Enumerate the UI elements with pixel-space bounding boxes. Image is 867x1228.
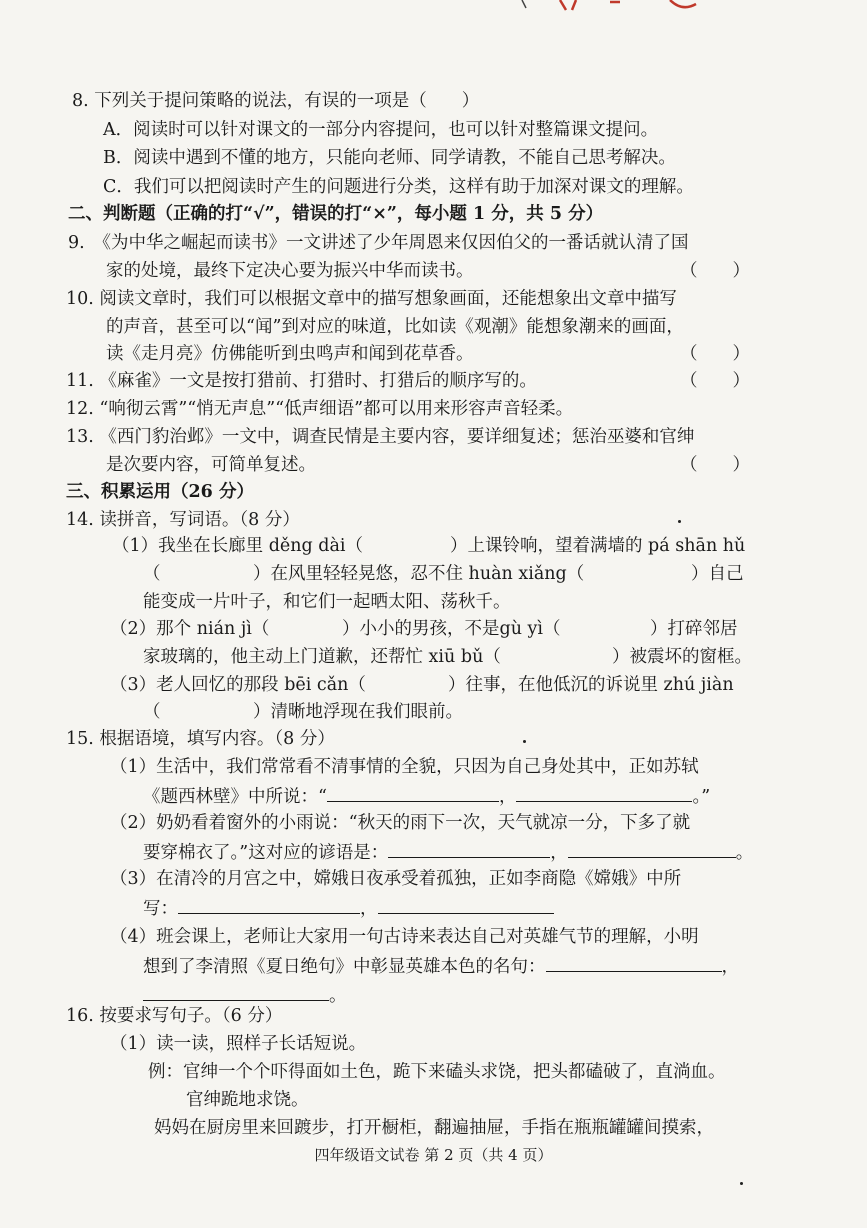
q10-line3: 读《走月亮》仿佛能听到虫鸣声和闻到花草香。 [106, 344, 474, 364]
q9-line1: 9. 《为中华之崛起而读书》一文讲述了少年周恩来仅因伯父的一番话就认清了国 [68, 233, 689, 253]
q10-answer-bracket[interactable]: （ ） [680, 344, 750, 364]
period: 。 [329, 986, 347, 1006]
q14-s3-c: （ [143, 702, 161, 722]
scan-speck [678, 520, 681, 523]
scan-speck [740, 1182, 743, 1185]
section2-title: 二、判断题（正确的打“√”，错误的打“×”，每小题 1 分，共 5 分） [68, 204, 604, 224]
q11-answer-bracket[interactable]: （ ） [680, 371, 750, 391]
q16-task-line1: 妈妈在厨房里来回踱步，打开橱柜，翻遍抽屉，手指在瓶瓶罐罐间摸索， [154, 1118, 714, 1138]
q13-line2: 是次要内容，可简单复述。 [106, 455, 316, 475]
answer-blank[interactable] [178, 895, 360, 914]
q15-s4-prompt: 想到了李清照《夏日绝句》中彰显英雄本色的名句： [143, 957, 546, 977]
q10-line1: 10. 阅读文章时，我们可以根据文章中的描写想象画面，还能想象出文章中描写 [66, 289, 677, 309]
q14-s1-b: ）上课铃响，望着满墙的 pá shān hǔ [450, 536, 746, 556]
answer-blank[interactable] [568, 839, 736, 858]
q14-s2-d: 家玻璃的，他主动上门道歉，还帮忙 xiū bǔ（ [143, 647, 501, 667]
q14-s3-a: （3）老人回忆的那段 bēi cǎn（ [110, 675, 366, 695]
section3-title: 三、积累运用（26 分） [66, 482, 254, 502]
q15-s4-a: （4）班会课上，老师让大家用一句古诗来表达自己对英雄气节的理解，小明 [110, 927, 699, 947]
q8-stem: 8. 下列关于提问策略的说法，有误的一项是（ ） [72, 91, 480, 111]
q14-s3-d: ）清晰地浮现在我们眼前。 [253, 702, 463, 722]
q15-s2-a: （2）奶奶看着窗外的小雨说：“秋天的雨下一次，天气就凉一分，下多了就 [110, 813, 691, 833]
q14-title: 14. 读拼音，写词语。（8 分） [66, 510, 300, 530]
q12: 12. “响彻云霄”“悄无声息”“低声细语”都可以用来形容声音轻柔。 [66, 399, 574, 419]
q15-s1-a: （1）生活中，我们常常看不清事情的全貌，只因为自己身处其中，正如苏轼 [110, 757, 699, 777]
answer-blank[interactable] [516, 783, 692, 802]
comma: ， [550, 843, 568, 863]
q15-s1-b [143, 783, 710, 809]
q16-example-line2: 官绅跪地求饶。 [186, 1090, 309, 1110]
answer-blank[interactable] [388, 839, 550, 858]
q13-answer-bracket[interactable]: （ ） [680, 455, 750, 475]
q15-s1-prompt: 《题西林壁》中所说：“ [143, 787, 327, 807]
q14-s1-e: ）自己 [691, 564, 744, 584]
q14-s2-c: ）打碎邻居 [650, 619, 738, 639]
q14-s2-a: （2）那个 nián jì（ [110, 619, 270, 639]
answer-blank[interactable] [327, 783, 499, 802]
q14-s1-f: 能变成一片叶子，和它们一起晒太阳、荡秋千。 [143, 592, 511, 612]
q8-option-b: B．阅读中遇到不懂的地方，只能向老师、同学请教，不能自己思考解决。 [103, 148, 676, 168]
q11: 11. 《麻雀》一文是按打猎前、打猎时、打猎后的顺序写的。 [66, 371, 537, 391]
q16-example-line1: 例：官绅一个个吓得面如土色，跪下来磕头求饶，把头都磕破了，直淌血。 [148, 1062, 726, 1082]
q16-title: 16. 按要求写句子。（6 分） [66, 1006, 283, 1026]
q14-s3-b: ）往事，在他低沉的诉说里 zhú jiàn [448, 675, 734, 695]
q15-s3-prompt: 写： [143, 899, 178, 919]
q14-s2-e: ）被震坏的窗框。 [612, 647, 752, 667]
q15-s3-a: （3）在清冷的月宫之中，嫦娥日夜承受着孤独，正如李商隐《嫦娥》中所 [110, 869, 682, 889]
q14-s1-a: （1）我坐在长廊里 děng dài（ [112, 536, 364, 556]
q14-s1-c: （ [143, 564, 161, 584]
q15-title: 15. 根据语境，填写内容。（8 分） [66, 729, 335, 749]
q14-s1-d: ）在风里轻轻晃悠，忍不住 huàn xiǎng（ [253, 564, 585, 584]
period: 。 [735, 843, 754, 863]
q16-s1: （1）读一读，照样子长话短说。 [110, 1034, 367, 1054]
q13-line1: 13. 《西门豹治邺》一文中，调查民情是主要内容，要详细复述；惩治巫婆和官绅 [66, 427, 695, 447]
comma: ， [360, 899, 378, 919]
close-quote: 。” [692, 787, 711, 807]
comma: ， [498, 787, 517, 807]
answer-blank[interactable] [378, 895, 554, 914]
q10-line2: 的声音，甚至可以“闻”到对应的味道，比如读《观潮》能想象潮来的画面， [106, 317, 684, 337]
q15-s3-b [143, 895, 554, 921]
red-stamp-fragment [520, 0, 720, 12]
q15-s2-b [143, 839, 753, 865]
answer-blank[interactable] [143, 982, 329, 1001]
q15-s4-b [143, 953, 739, 979]
scan-speck [523, 740, 526, 743]
q14-s2-b: ）小小的男孩，不是gù yì（ [342, 619, 561, 639]
q8-option-a: A．阅读时可以针对课文的一部分内容提问，也可以针对整篇课文提问。 [103, 120, 659, 140]
q8-option-c: C．我们可以把阅读时产生的问题进行分类，这样有助于加深对课文的理解。 [103, 177, 694, 197]
q9-answer-bracket[interactable]: （ ） [680, 261, 750, 281]
q15-s2-prompt: 要穿棉衣了。”这对应的谚语是： [143, 843, 389, 863]
answer-blank[interactable] [546, 953, 722, 972]
q9-line2: 家的处境，最终下定决心要为振兴中华而读书。 [106, 261, 474, 281]
comma: ， [721, 957, 739, 977]
page-footer: 四年级语文试卷 第 2 页（共 4 页） [314, 1146, 553, 1164]
